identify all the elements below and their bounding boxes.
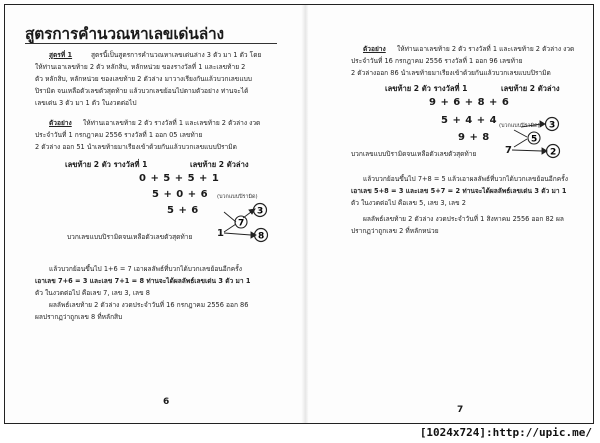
pyramid-final-value: 1 (217, 228, 225, 239)
arrow-line (224, 212, 236, 222)
column-header-first-prize: เลขท้าย 2 ตัว รางวัลที่ 1 (385, 84, 468, 93)
image-host-footer (0, 424, 600, 443)
example-label: ตัวอย่าง (49, 119, 72, 127)
example-line: ประจำวันที่ 16 กรกฎาคม 2556 รางวัลที่ 1 ออก 96 เลขท้าย (351, 57, 523, 65)
formula-line: ปิรามิด จนเหลือตัวเลขตัวสุดท้าย แล้วบวกเลขย้อนไปตามตัวอย่าง ท่านจะได้ (35, 87, 249, 95)
example-line: 2 ตัวล่างออก 86 นำเลขท้ายมาเรียงเข้าด้วยกันแล้วบวกเลขแบบปิรามิด (351, 69, 551, 77)
pyramid-note: (บวกแบบปิรามิด) (217, 194, 258, 200)
explanation-line: ผลลัพธ์เลขท้าย 2 ตัวล่าง งวดประจำวันที่ 1 สิงหาคม 2556 ออก 82 ผล (363, 215, 564, 223)
arrow-line (514, 130, 527, 137)
arrow-line (521, 124, 541, 127)
circle-mid-digit: 7 (238, 218, 245, 229)
pyramid-row-3: 5 + 6 (167, 205, 199, 216)
pyramid-arrows (5, 5, 305, 423)
right-page (305, 5, 593, 423)
explanation-line: ตัว ในงวดต่อไป คือเลข 7, เลข 3, เลข 8 (35, 289, 150, 297)
pyramid-row-3: 9 + 8 (458, 132, 490, 143)
arrow-line (224, 233, 251, 235)
example-line: ประจำวันที่ 1 กรกฎาคม 2556 รางวัลที่ 1 ออก 05 เลขท้าย (35, 131, 203, 139)
arrow-line (512, 150, 542, 151)
left-page (5, 5, 305, 423)
formula-label: สูตรที่ 1 (49, 51, 73, 59)
pyramid-note: (บวกแบบปิรามิด) (499, 123, 540, 129)
scanned-book-spread (4, 4, 594, 424)
column-header-bottom-two: เลขท้าย 2 ตัวล่าง (190, 160, 249, 169)
pyramid-row-2: 5 + 0 + 6 (152, 189, 209, 200)
explanation-line: แล้วบวกย้อนขึ้นไป 1+6 = 7 เอาผลลัพธ์ที่บวกได้บวกเลขย้อนอีกครั้ง (49, 265, 242, 273)
circle-top-digit: 3 (257, 206, 264, 217)
example-label: ตัวอย่าง (363, 45, 386, 53)
explanation-line: เอาเลข 7+6 = 3 และเลข 7+1 = 8 ท่านจะได้ผลลัพธ์เลขเด่น 3 ตัว มา 1 (35, 277, 251, 285)
explanation-line: เอาเลข 5+8 = 3 และเลข 5+7 = 2 ท่านจะได้ผลลัพธ์เลขเด่น 3 ตัว มา 1 (351, 187, 567, 195)
arrow-line (514, 139, 527, 147)
pyramid-row-1: 0 + 5 + 5 + 1 (139, 173, 220, 184)
circle-top-digit: 3 (549, 120, 556, 131)
example-line: ให้ท่านเอาเลขท้าย 2 ตัว รางวัลที่ 1 และเลขท้าย 2 ตัวล่าง งวด (397, 45, 575, 53)
formula-line: ให้ท่านเอาเลขท้าย 2 ตัว หลักสิบ, หลักหน่วย ของรางวัลที่ 1 และเลขท้าย 2 (35, 63, 246, 71)
explanation-line: ผลลัพธ์เลขท้าย 2 ตัวล่าง งวดประจำวันที่ 16 กรกฎาคม 2556 ออก 86 (49, 301, 249, 309)
formula-line: สูตรนี้เป็นสูตรการคำนวณหาเลขเด่นล่าง 3 ตัว มา 1 ตัว โดย (91, 51, 262, 59)
explanation-line: ตัว ในงวดต่อไป คือเลข 5, เลข 3, เลข 2 (351, 199, 466, 207)
image-host-link[interactable]: [1024x724]:http://upic.me/ (419, 426, 592, 439)
page-number: 6 (163, 397, 170, 407)
explanation-line: ผลปรากฏว่าถูกเลข 8 ที่หลักสิบ (35, 313, 123, 321)
pyramid-final-label: บวกเลขแบบปิรามิดจนเหลือตัวเลขตัวสุดท้าย (351, 150, 477, 158)
example-line: ให้ท่านเอาเลขท้าย 2 ตัว รางวัลที่ 1 และเลขท้าย 2 ตัวล่าง งวด (83, 119, 261, 127)
column-header-bottom-two: เลขท้าย 2 ตัวล่าง (501, 84, 560, 93)
pyramid-final-value: 7 (505, 145, 513, 156)
explanation-line: แล้วบวกย้อนขึ้นไป 7+8 = 5 แล้วเอาผลลัพธ์ที่บวกได้บวกเลขย้อนอีกครั้ง (363, 175, 568, 183)
example-line: 2 ตัวล่าง ออก 51 นำเลขท้ายมาเรียงเข้าด้วยกันแล้วบวกเลขแบบปิรามิด (35, 143, 237, 151)
arrow-head (540, 121, 545, 127)
circle-mid-digit: 5 (531, 134, 538, 145)
pyramid-row-2: 5 + 4 + 4 (441, 115, 498, 126)
circle-bottom-digit: 8 (258, 231, 265, 242)
explanation-line: ปรากฏว่าถูกเลข 2 ที่หลักหน่วย (351, 227, 439, 235)
page-number: 7 (457, 405, 464, 415)
formula-line: ตัว หลักสิบ, หลักหน่วย ของเลขท้าย 2 ตัวล่าง มาวางเรียงกันแล้วบวกเลขแบบ (35, 75, 252, 83)
arrow-line (224, 224, 236, 232)
formula-line: เลขเด่น 3 ตัว มา 1 ตัว ในงวดต่อไป (35, 99, 137, 107)
circle-bottom-digit: 2 (550, 147, 557, 158)
pyramid-row-1: 9 + 6 + 8 + 6 (429, 97, 510, 108)
column-header-first-prize: เลขท้าย 2 ตัว รางวัลที่ 1 (65, 160, 148, 169)
page-title: สูตรการคำนวณหาเลขเด่นล่าง (25, 25, 224, 43)
pyramid-final-label: บวกเลขแบบปิรามิดจนเหลือตัวเลขตัวสุดท้าย (67, 233, 193, 241)
